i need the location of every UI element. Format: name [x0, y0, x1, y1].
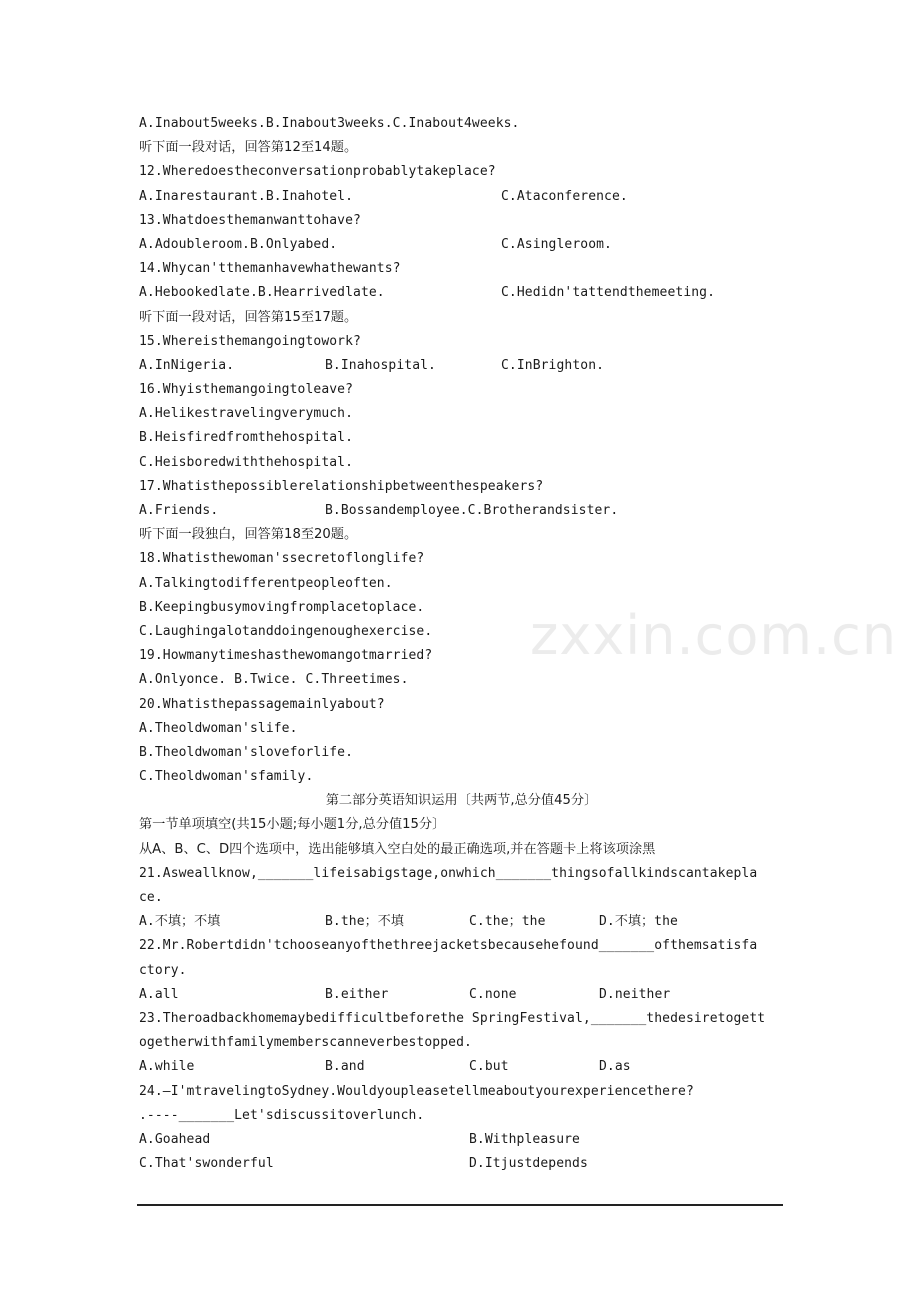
option-text: A.while: [139, 1059, 195, 1075]
text-line: [139, 983, 784, 1007]
option-text: D.不填；the: [599, 914, 678, 930]
text-line: A.Inabout5weeks.B.Inabout3weeks.C.Inabout4weeks.: [139, 116, 520, 131]
option-text: B.either: [325, 986, 389, 1002]
option-text: B.Inahospital.: [325, 357, 436, 373]
text-line: 听下面一段独白，回答第18至20题。: [139, 527, 358, 543]
option-text: A.不填；不填: [139, 914, 221, 930]
text-line: A.Talkingtodifferentpeopleoften.: [139, 575, 393, 591]
text-line: A.Theoldwoman'slife.: [139, 720, 298, 736]
option-text: B.Withpleasure: [469, 1131, 580, 1147]
text-line: 16.Whyisthemangoingtoleave?: [139, 382, 354, 398]
text-line: 从A、B、C、D四个选项中，选出能够填入空白处的最正确选项,并在答题卡上将该项涂黑: [139, 841, 656, 857]
text-line: 15.Whereisthemangoingtowork?: [139, 333, 361, 349]
text-line: B.Keepingbusymovingfromplacetoplace.: [139, 599, 425, 615]
text-line: A.Onlyonce. B.Twice. C.Threetimes.: [139, 672, 409, 688]
option-text: B.Bossandemployee.C.Brotherandsister.: [325, 503, 619, 518]
text-line: 24.—I'mtravelingtoSydney.Wouldyoupleasetellmeaboutyourexperiencethere?: [139, 1083, 694, 1099]
text-line: ce.: [139, 890, 163, 905]
text-line: [139, 185, 784, 209]
option-text: C.but: [469, 1059, 509, 1075]
text-line: [139, 233, 784, 257]
text-line: [139, 1128, 784, 1152]
exam-page: [139, 112, 784, 1176]
option-text: C.Asingleroom.: [501, 236, 612, 252]
option-text: C.Hedidn'tattendthemeeting.: [501, 285, 716, 301]
option-text: A.all: [139, 986, 179, 1002]
option-text: A.Inarestaurant.B.Inahotel.: [139, 188, 354, 204]
text-line: 听下面一段对话，回答第12至14题。: [139, 140, 358, 156]
text-line: 17.Whatisthepossiblerelationshipbetweenthespeakers?: [139, 478, 544, 494]
text-line: [139, 1152, 784, 1176]
option-text: C.the；the: [469, 914, 546, 930]
option-text: C.That'swonderful: [139, 1156, 274, 1172]
text-line: [139, 281, 784, 305]
option-text: B.the；不填: [325, 914, 404, 930]
text-line: 20.Whatisthepassagemainlyabout?: [139, 696, 385, 712]
option-text: C.InBrighton.: [501, 357, 605, 373]
text-line: ogetherwithfamilymemberscanneverbestopped.: [139, 1035, 472, 1051]
text-line: 12.Wheredoestheconversationprobablytakeplace?: [139, 164, 496, 180]
text-line: C.Laughingalotanddoingenoughexercise.: [139, 623, 433, 639]
text-line: [139, 1055, 784, 1079]
text-line: 18.Whatisthewoman'ssecretoflonglife?: [139, 551, 425, 567]
option-text: A.Adoubleroom.B.Onlyabed.: [139, 236, 338, 252]
text-line: 13.Whatdoesthemanwanttohave?: [139, 212, 361, 228]
text-line: 22.Mr.Robertdidn'tchooseanyofthethreejacketsbecausehefound_______ofthemsatisfa: [139, 938, 758, 954]
text-line: [139, 910, 784, 934]
option-text: C.none: [469, 986, 517, 1002]
text-line: 21.Asweallknow,_______lifeisabigstage,onwhich_______thingsofallkindscantakepla: [139, 865, 758, 881]
option-text: B.and: [325, 1059, 365, 1075]
text-line: 第二部分英语知识运用〔共两节,总分值45分〕: [325, 793, 598, 809]
footer-rule: [137, 1204, 783, 1206]
option-text: A.InNigeria.: [139, 357, 235, 373]
text-line: 14.Whycan'tthemanhavewhathewants?: [139, 261, 401, 277]
text-line: 19.Howmanytimeshasthewomangotmarried?: [139, 648, 433, 664]
text-line: .----_______Let'sdiscussitoverlunch.: [139, 1107, 425, 1123]
option-text: A.Goahead: [139, 1131, 211, 1147]
text-line: [139, 499, 784, 523]
text-line: C.Heisboredwiththehospital.: [139, 454, 354, 470]
option-text: D.neither: [599, 986, 671, 1002]
watermark: zxxin.com.cn: [530, 604, 898, 667]
option-text: D.Itjustdepends: [469, 1156, 588, 1172]
text-line: B.Heisfiredfromthehospital.: [139, 430, 354, 446]
text-line: B.Theoldwoman'sloveforlife.: [139, 744, 354, 760]
text-line: A.Helikestravelingverymuch.: [139, 406, 354, 422]
text-line: ctory.: [139, 962, 187, 978]
option-text: A.Friends.: [139, 503, 219, 518]
text-line: 听下面一段对话，回答第15至17题。: [139, 309, 358, 325]
option-text: C.Ataconference.: [501, 188, 628, 204]
text-line: C.Theoldwoman'sfamily.: [139, 769, 314, 785]
text-line: [139, 354, 784, 378]
option-text: D.as: [599, 1059, 631, 1075]
text-line: 23.Theroadbackhomemaybedifficultbeforethe SpringFestival,_______thedesiretogett: [139, 1010, 766, 1026]
option-text: A.Hebookedlate.B.Hearrivedlate.: [139, 285, 385, 301]
text-line: 第一节单项填空(共15小题;每小题1分,总分值15分〕: [139, 817, 446, 833]
